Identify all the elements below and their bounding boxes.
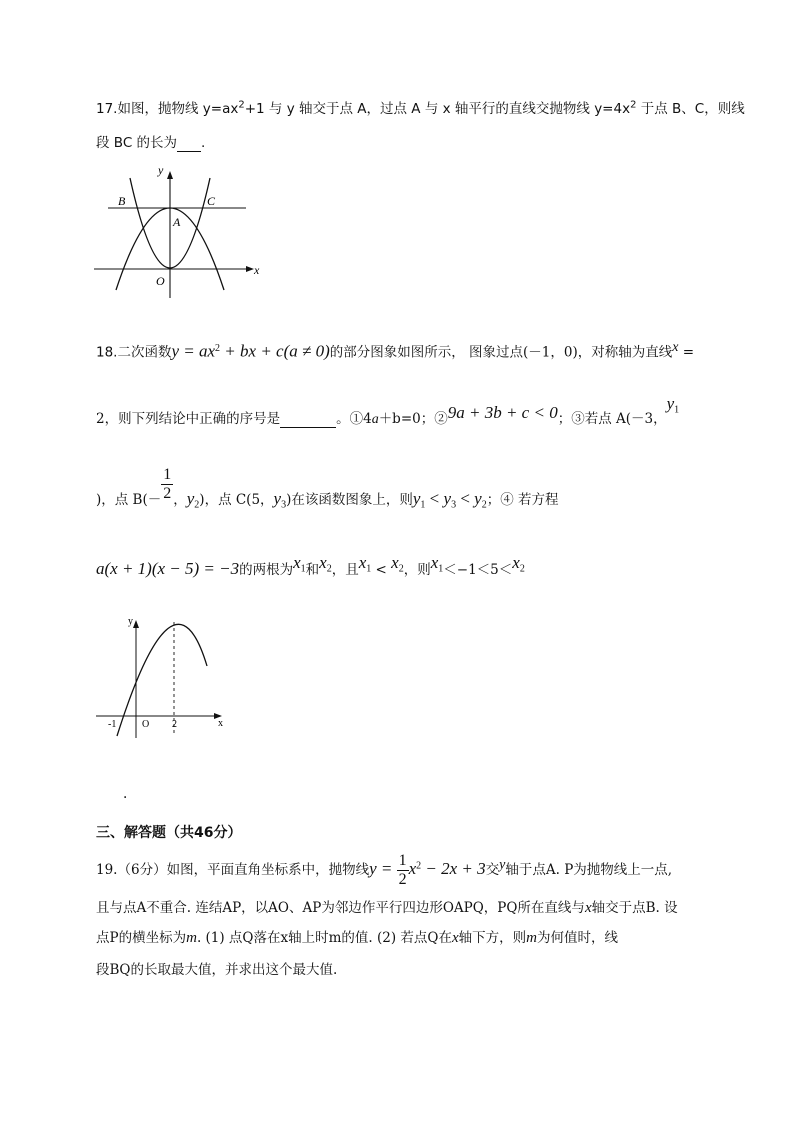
q18-line-3: )，点 B(－ $\frac{1}{2}$ ，$y_2$)，点 C(5，$y_3$)在该函数图象上，则$y_1 < y_3 < y_2$；④ 若方程	[96, 466, 559, 511]
section-title: 三、解答题（共46分）	[96, 825, 242, 841]
label-x: x	[254, 263, 260, 277]
q17-figure	[94, 162, 264, 302]
label-y: y	[128, 616, 133, 627]
label-two: 2	[172, 719, 177, 730]
label-c: C	[207, 194, 216, 208]
answer-blank	[280, 411, 336, 428]
label-x: x	[218, 718, 223, 729]
q19-line-1: 19.（6分）如图，平面直角坐标系中，抛物线y = $\frac{1}{2}$ $x^2 - 2x + 3$交$^y$轴于点A. P为抛物线上一点,	[96, 852, 673, 888]
answer-blank	[177, 135, 201, 152]
q18-figure	[94, 612, 234, 744]
fraction-half: $\frac{1}{2}$	[398, 852, 407, 888]
label-minus-one: -1	[108, 719, 117, 730]
label-b: B	[118, 194, 126, 208]
label-o: O	[156, 274, 165, 288]
q19-line-3: 点P的横坐标为m. (1) 点Q落在x轴上时m的值. (2) 若点Q在x轴下方，则m为何值时，线	[96, 930, 618, 946]
q18-dot: .	[123, 786, 128, 802]
q17-line-1: 17.如图，抛物线 $y=ax^2+1$ 与 y 轴交于点 A，过点 A 与 x 轴平行的直线交抛物线 $y=4x^2$ 于点 B、C，则线	[96, 99, 745, 117]
q17-line-2: 段 BC 的长为 .	[96, 135, 206, 151]
q19-line-2: 且与点A不重合. 连结AP，以AO、AP为邻边作平行四边形OAPQ，PQ所在直线与x轴交于点B. 设	[96, 900, 678, 916]
label-origin: O	[142, 719, 150, 730]
label-a: A	[173, 215, 181, 229]
q18-line-2: 2，则下列结论中正确的序号是 。①4a＋b=0；②9a + 3b + c < 0；③若点 A(－3，$y_1$	[96, 394, 680, 427]
q18-line-1: 18.二次函数$y = ax^2$ + bx + c(a ≠ 0)的部分图象如图所示， 图象过点(－1，0)，对称轴为直线$^x$ =	[96, 340, 695, 361]
q19-line-4: 段BQ的长取最大值，并求出这个最大值.	[96, 962, 338, 978]
fraction-half: $\frac{1}{2}$	[163, 466, 172, 502]
label-y: y	[158, 163, 164, 177]
q18-line-4: a(x + 1)(x − 5) = −3的两根为$x_1$和$x_2$，且$x_1 < x_2$，则$x_1<-1<5<x_2$	[96, 553, 525, 578]
